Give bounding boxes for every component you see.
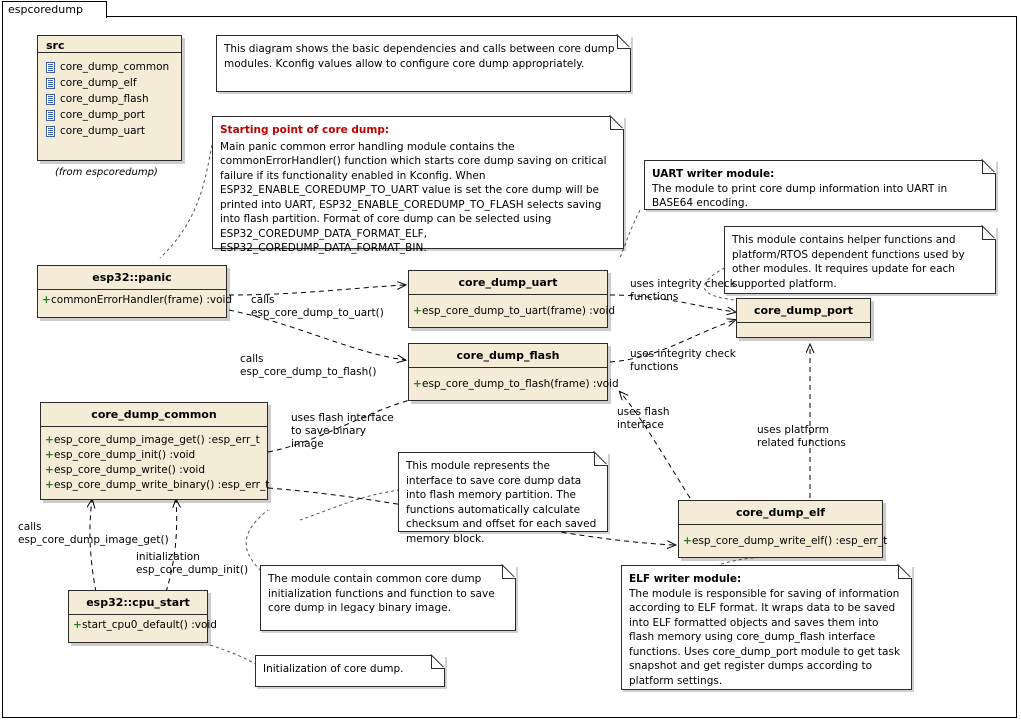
class-operations [38,290,233,312]
list-item[interactable] [46,107,181,123]
note-port-module [724,226,996,294]
document-icon [46,78,55,89]
src-package-title: src [38,36,181,53]
edge-label-uses-flash-binary: uses flash interface to save binary image [291,412,394,450]
class-operations [41,427,270,497]
note-overview [216,35,631,92]
operation: +esp_core_dump_write_binary() :esp_err_t [45,479,270,491]
operation: +start_cpu0_default() :void [73,619,217,631]
document-icon [46,62,55,73]
edge-label-uses-platform: uses platform related functions [757,424,846,449]
note-elf-writer-body: The module is responsible for saving of information according to ELF format. It wraps data to be saved into ELF formatted objects and saves them into flash memory using core_dump_flash interface functions. Uses core_dump_port module to get task snapshot and get register dumps according to platform settings. [629,587,901,687]
note-starting-point-body: Main panic common error handling module contains the commonErrorHandler() function which starts core dump saving on critical failure if its functionality enabled in Kconfig. When ESP32_ENABLE_COREDUMP_TO_UART value is set the core dump will be printed into UART, ESP32_ENABLE_COREDUMP_TO_FLASH selects saving into flash partition. Format of core dump can be selected using ESP32_COREDUMP_DATA_FORMAT_ELF, ESP32_COREDUMP_DATA_FORMAT_BIN. [220,140,607,254]
note-fold-icon [982,160,996,174]
note-common-module-text: The module contain common core dump initialization functions and function to save core dump in legacy binary image. [268,573,495,614]
class-operations [737,323,870,342]
note-fold-icon [431,655,445,669]
note-uart-writer [644,160,996,210]
src-file-label: core_dump_common [60,61,170,73]
note-starting-point [212,116,624,254]
class-title: core_dump_flash [409,344,607,368]
src-file-label: core_dump_flash [60,93,149,105]
operation: +commonErrorHandler(frame) :void [42,294,233,306]
edge-label-uses-flash-iface: uses flash interface [617,406,670,431]
list-item[interactable] [46,75,181,91]
src-file-label: core_dump_uart [60,125,145,137]
note-common-module [260,565,516,631]
note-elf-writer [621,565,912,690]
note-fold-icon [898,565,912,579]
document-icon [46,110,55,121]
list-item[interactable] [46,91,181,107]
note-fold-icon [982,226,996,240]
note-fold-icon [610,116,624,130]
operation: +esp_core_dump_to_flash(frame) :void [413,378,619,390]
class-operations [409,368,619,396]
class-title: esp32::panic [38,266,226,290]
edge-label-calls-flash: calls esp_core_dump_to_flash() [240,353,377,378]
class-title: esp32::cpu_start [69,591,207,615]
operation: +esp_core_dump_write_elf() :esp_err_t [683,535,888,547]
operation: +esp_core_dump_init() :void [45,449,196,461]
class-operations [679,525,888,553]
edge-label-calls-uart: calls esp_core_dump_to_uart() [251,294,384,319]
operation: +esp_core_dump_to_uart(frame) :void [413,305,616,317]
class-core-dump-elf[interactable] [678,500,888,558]
class-title: core_dump_uart [409,271,607,295]
note-initialization [255,655,445,687]
note-fold-icon [594,452,608,466]
class-core-dump-common[interactable] [40,402,268,500]
class-core-dump-port[interactable] [736,298,871,338]
operation: +esp_core_dump_image_get() :esp_err_t [45,434,260,446]
src-package [37,35,182,161]
class-core-dump-uart[interactable] [408,270,616,328]
class-operations [69,615,217,637]
list-item[interactable] [46,59,181,75]
edge-label-uses-integrity-uart: uses integrity check functions [630,278,736,303]
class-title: core_dump_common [41,403,267,427]
class-operations [409,295,616,323]
src-file-list [38,53,181,139]
list-item[interactable] [46,123,181,139]
note-uart-writer-header: UART writer module: [652,168,775,180]
src-file-label: core_dump_elf [60,77,137,89]
note-overview-text: This diagram shows the basic dependencies and calls between core dump modules. Kconfig values allow to configure core dump appropriately. [224,43,615,70]
note-initialization-text: Initialization of core dump. [263,663,404,675]
class-title: core_dump_elf [679,501,882,525]
note-flash-module-text: This module represents the interface to save core dump data into flash memory partition. The functions automatically calculate checksum and offset for each saved memory block. [406,460,597,545]
note-fold-icon [617,35,631,49]
edge-label-uses-integrity-flash: uses integrity check functions [630,348,736,373]
note-uart-writer-body: The module to print core dump information into UART in BASE64 encoding. [652,182,948,209]
note-fold-icon [502,565,516,579]
class-esp32-panic[interactable] [37,265,233,318]
note-elf-writer-header: ELF writer module: [629,573,742,585]
document-icon [46,126,55,137]
class-core-dump-flash[interactable] [408,343,619,401]
operation: +esp_core_dump_write() :void [45,464,205,476]
class-esp32-cpu-start[interactable] [68,590,217,643]
package-tab-label: espcoredump [8,3,83,16]
document-icon [46,94,55,105]
edge-label-calls-image-get: calls esp_core_dump_image_get() [18,521,169,546]
edge-label-initialization: initialization esp_core_dump_init() [136,551,249,576]
src-file-label: core_dump_port [60,109,145,121]
src-package-caption: (from espcoredump) [55,167,158,178]
class-title: core_dump_port [737,299,870,323]
note-starting-point-header: Starting point of core dump: [220,124,390,136]
note-port-module-text: This module contains helper functions and platform/RTOS dependent functions used by other modules. It requires update for each supported platform. [732,234,965,290]
note-flash-module [398,452,608,545]
